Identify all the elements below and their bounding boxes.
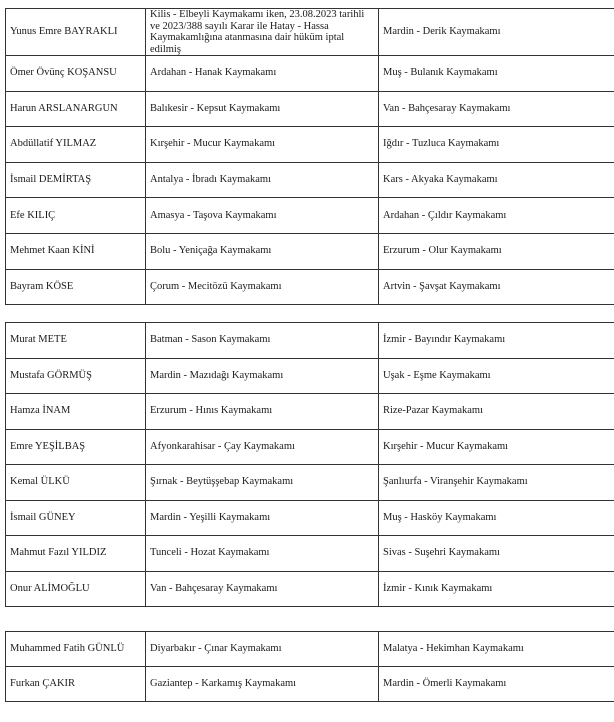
previous-post-cell: Kilis - Elbeyli Kaymakamı iken, 23.08.2023 tarihli ve 2023/388 sayılı Karar ile Hatay - Hassa Kaymakamlığına atanmasına dair hüküm iptal edilmiş [146,9,379,56]
name-cell: İsmail DEMİRTAŞ [6,162,146,198]
name-cell: Furkan ÇAKIR [6,667,146,702]
table-row [6,632,614,667]
new-post-cell: Rize-Pazar Kaymakamı [379,394,614,430]
table-row [6,162,614,198]
table-row [6,198,614,234]
name-cell: Mahmut Fazıl YILDIZ [6,536,146,572]
new-post-cell: Kırşehir - Mucur Kaymakamı [379,429,614,465]
previous-post-cell: Balıkesir - Kepsut Kaymakamı [146,91,379,127]
previous-post-cell: Tunceli - Hozat Kaymakamı [146,536,379,572]
previous-post-cell: Mardin - Yeşilli Kaymakamı [146,500,379,536]
name-cell: Harun ARSLANARGUN [6,91,146,127]
table-row [6,269,614,305]
new-post-cell: Ardahan - Çıldır Kaymakamı [379,198,614,234]
table-row [6,233,614,269]
table-row [6,323,614,359]
previous-post-cell: Bolu - Yeniçağa Kaymakamı [146,233,379,269]
table-row [6,127,614,163]
previous-post-cell: Şırnak - Beytüşşebap Kaymakamı [146,465,379,501]
previous-post-cell: Ardahan - Hanak Kaymakamı [146,56,379,92]
name-cell: Muhammed Fatih GÜNLÜ [6,632,146,667]
table-row [6,358,614,394]
name-cell: Abdüllatif YILMAZ [6,127,146,163]
name-cell: Onur ALİMOĞLU [6,571,146,607]
new-post-cell: Iğdır - Tuzluca Kaymakamı [379,127,614,163]
previous-post-cell: Diyarbakır - Çınar Kaymakamı [146,632,379,667]
new-post-cell: Şanlıurfa - Viranşehir Kaymakamı [379,465,614,501]
name-cell: Yunus Emre BAYRAKLI [6,9,146,56]
new-post-cell: İzmir - Bayındır Kaymakamı [379,323,614,359]
table-row [6,571,614,607]
name-cell: İsmail GÜNEY [6,500,146,536]
new-post-cell: Erzurum - Olur Kaymakamı [379,233,614,269]
appointments-table-1 [5,8,614,305]
new-post-cell: Mardin - Derik Kaymakamı [379,9,614,56]
table-row [6,91,614,127]
table-row [6,465,614,501]
new-post-cell: Muş - Bulanık Kaymakamı [379,56,614,92]
table-row [6,667,614,702]
previous-post-cell: Erzurum - Hınıs Kaymakamı [146,394,379,430]
appointments-table-2 [5,322,614,607]
new-post-cell: Malatya - Hekimhan Kaymakamı [379,632,614,667]
name-cell: Mehmet Kaan KİNİ [6,233,146,269]
name-cell: Bayram KÖSE [6,269,146,305]
appointments-table-3 [5,631,614,702]
name-cell: Mustafa GÖRMÜŞ [6,358,146,394]
table-row [6,429,614,465]
new-post-cell: Muş - Hasköy Kaymakamı [379,500,614,536]
new-post-cell: Mardin - Ömerli Kaymakamı [379,667,614,702]
table-row [6,394,614,430]
new-post-cell: Sivas - Suşehri Kaymakamı [379,536,614,572]
name-cell: Emre YEŞİLBAŞ [6,429,146,465]
new-post-cell: Artvin - Şavşat Kaymakamı [379,269,614,305]
name-cell: Kemal ÜLKÜ [6,465,146,501]
previous-post-cell: Kırşehir - Mucur Kaymakamı [146,127,379,163]
name-cell: Efe KILIÇ [6,198,146,234]
name-cell: Hamza İNAM [6,394,146,430]
previous-post-cell: Amasya - Taşova Kaymakamı [146,198,379,234]
previous-post-cell: Afyonkarahisar - Çay Kaymakamı [146,429,379,465]
previous-post-cell: Batman - Sason Kaymakamı [146,323,379,359]
table-row [6,9,614,56]
previous-post-cell: Çorum - Mecitözü Kaymakamı [146,269,379,305]
new-post-cell: Van - Bahçesaray Kaymakamı [379,91,614,127]
table-row [6,500,614,536]
previous-post-cell: Van - Bahçesaray Kaymakamı [146,571,379,607]
name-cell: Ömer Övünç KOŞANSU [6,56,146,92]
table-row [6,536,614,572]
previous-post-cell: Antalya - İbradı Kaymakamı [146,162,379,198]
name-cell: Murat METE [6,323,146,359]
table-row [6,56,614,92]
new-post-cell: Uşak - Eşme Kaymakamı [379,358,614,394]
new-post-cell: Kars - Akyaka Kaymakamı [379,162,614,198]
previous-post-cell: Gaziantep - Karkamış Kaymakamı [146,667,379,702]
new-post-cell: İzmir - Kınık Kaymakamı [379,571,614,607]
previous-post-cell: Mardin - Mazıdağı Kaymakamı [146,358,379,394]
